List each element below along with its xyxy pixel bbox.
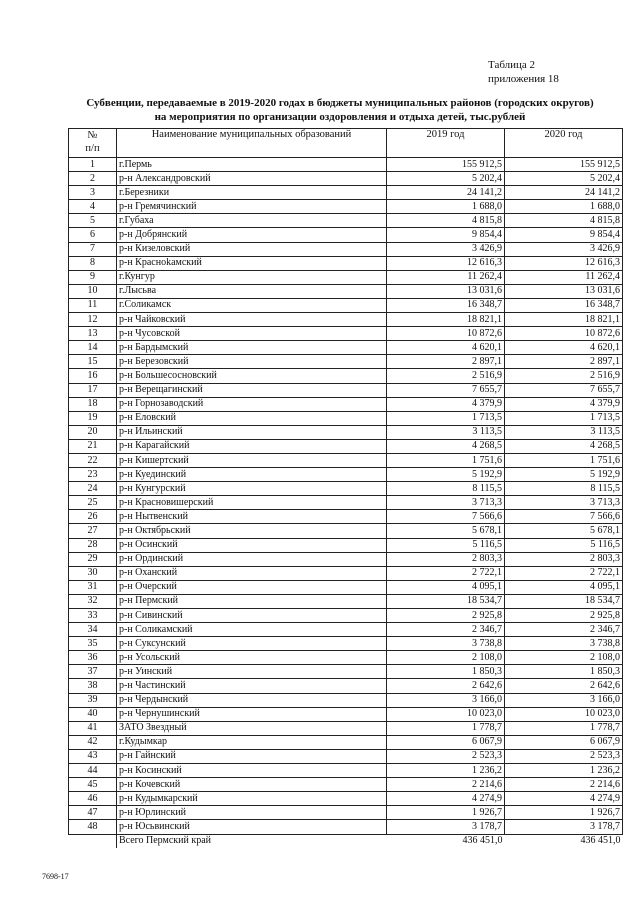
row-value-2020: 1 713,5 <box>505 411 623 425</box>
title-line-1: Субвенции, передаваемые в 2019-2020 годах в бюджеты муниципальных районов (городских округов) <box>86 97 594 109</box>
table-row <box>69 411 623 425</box>
row-value-2020: 5 116,5 <box>505 538 623 552</box>
table-row <box>69 439 623 453</box>
row-value-2019: 3 738,8 <box>387 637 505 651</box>
row-number: 11 <box>69 298 117 312</box>
table-row <box>69 468 623 482</box>
document-title <box>70 96 610 124</box>
total-row <box>69 834 623 848</box>
row-value-2019: 5 202,4 <box>387 172 505 186</box>
row-value-2020: 3 713,3 <box>505 496 623 510</box>
table-row <box>69 524 623 538</box>
row-municipality: р-н Косинский <box>117 764 387 778</box>
row-municipality: ЗАТО Звездный <box>117 721 387 735</box>
row-value-2019: 1 688,0 <box>387 200 505 214</box>
row-value-2020: 18 821,1 <box>505 313 623 327</box>
row-value-2019: 13 031,6 <box>387 284 505 298</box>
row-value-2020: 3 166,0 <box>505 693 623 707</box>
row-municipality: р-н Кудымкарский <box>117 792 387 806</box>
row-municipality: р-н Осинский <box>117 538 387 552</box>
header-name: Наименование муниципальных образований <box>117 129 387 158</box>
row-value-2020: 1 688,0 <box>505 200 623 214</box>
header-2020: 2020 год <box>505 129 623 158</box>
table-row <box>69 510 623 524</box>
table-row <box>69 778 623 792</box>
row-municipality: р-н Пермский <box>117 594 387 608</box>
row-number: 37 <box>69 665 117 679</box>
page-header <box>488 58 559 86</box>
table-row <box>69 707 623 721</box>
table-row <box>69 256 623 270</box>
row-municipality: р-н Усольский <box>117 651 387 665</box>
row-municipality: г.Кунгур <box>117 270 387 284</box>
row-number: 17 <box>69 383 117 397</box>
row-value-2020: 5 192,9 <box>505 468 623 482</box>
row-number: 31 <box>69 580 117 594</box>
row-value-2020: 3 178,7 <box>505 820 623 834</box>
row-municipality: р-н Верещагинский <box>117 383 387 397</box>
row-value-2019: 2 346,7 <box>387 623 505 637</box>
row-municipality: р-н Чернушинский <box>117 707 387 721</box>
row-municipality: р-н Сивинский <box>117 609 387 623</box>
row-municipality: р-н Горнозаводский <box>117 397 387 411</box>
table-row <box>69 792 623 806</box>
row-value-2020: 16 348,7 <box>505 298 623 312</box>
row-value-2019: 3 166,0 <box>387 693 505 707</box>
row-value-2019: 2 516,9 <box>387 369 505 383</box>
row-number: 19 <box>69 411 117 425</box>
row-value-2020: 13 031,6 <box>505 284 623 298</box>
row-number: 2 <box>69 172 117 186</box>
row-value-2019: 6 067,9 <box>387 735 505 749</box>
table-row <box>69 172 623 186</box>
row-value-2019: 24 141,2 <box>387 186 505 200</box>
row-number: 13 <box>69 327 117 341</box>
row-number: 45 <box>69 778 117 792</box>
row-municipality: р-н Кочевский <box>117 778 387 792</box>
row-value-2019: 4 268,5 <box>387 439 505 453</box>
row-municipality: р-н Красноkамский <box>117 256 387 270</box>
row-value-2019: 2 803,3 <box>387 552 505 566</box>
row-number: 42 <box>69 735 117 749</box>
row-number: 15 <box>69 355 117 369</box>
total-label: Всего Пермский край <box>117 834 387 848</box>
row-number: 36 <box>69 651 117 665</box>
row-number: 7 <box>69 242 117 256</box>
table-row <box>69 383 623 397</box>
row-municipality: р-н Ординский <box>117 552 387 566</box>
row-number: 32 <box>69 594 117 608</box>
row-municipality: р-н Чусовской <box>117 327 387 341</box>
row-municipality: р-н Добрянский <box>117 228 387 242</box>
row-number: 8 <box>69 256 117 270</box>
row-value-2019: 3 713,3 <box>387 496 505 510</box>
row-value-2019: 2 897,1 <box>387 355 505 369</box>
row-value-2020: 2 925,8 <box>505 609 623 623</box>
row-number: 46 <box>69 792 117 806</box>
row-value-2020: 6 067,9 <box>505 735 623 749</box>
row-municipality: р-н Гайнский <box>117 749 387 763</box>
row-number: 34 <box>69 623 117 637</box>
table-row <box>69 820 623 834</box>
row-number: 1 <box>69 158 117 172</box>
table-row <box>69 214 623 228</box>
row-number: 10 <box>69 284 117 298</box>
row-municipality: р-н Кишертский <box>117 453 387 467</box>
row-value-2020: 12 616,3 <box>505 256 623 270</box>
row-value-2020: 7 655,7 <box>505 383 623 397</box>
row-value-2020: 10 872,6 <box>505 327 623 341</box>
row-value-2020: 2 108,0 <box>505 651 623 665</box>
row-municipality: р-н Суксунский <box>117 637 387 651</box>
row-municipality: г.Лысьва <box>117 284 387 298</box>
row-number: 44 <box>69 764 117 778</box>
row-municipality: р-н Еловский <box>117 411 387 425</box>
row-value-2019: 2 642,6 <box>387 679 505 693</box>
row-value-2019: 2 925,8 <box>387 609 505 623</box>
row-value-2020: 5 202,4 <box>505 172 623 186</box>
table-row <box>69 369 623 383</box>
table-row <box>69 538 623 552</box>
row-municipality: р-н Красновишерский <box>117 496 387 510</box>
row-number: 21 <box>69 439 117 453</box>
row-municipality: р-н Гремячинский <box>117 200 387 214</box>
table-row <box>69 665 623 679</box>
row-value-2019: 8 115,5 <box>387 482 505 496</box>
row-value-2020: 3 738,8 <box>505 637 623 651</box>
table-row <box>69 200 623 214</box>
row-value-2020: 2 523,3 <box>505 749 623 763</box>
row-value-2020: 4 815,8 <box>505 214 623 228</box>
table-row <box>69 327 623 341</box>
row-number: 40 <box>69 707 117 721</box>
row-value-2020: 1 778,7 <box>505 721 623 735</box>
row-value-2020: 3 113,5 <box>505 425 623 439</box>
row-municipality: р-н Очерский <box>117 580 387 594</box>
row-value-2020: 7 566,6 <box>505 510 623 524</box>
table-row <box>69 594 623 608</box>
row-value-2019: 4 620,1 <box>387 341 505 355</box>
row-municipality: г.Кудымкар <box>117 735 387 749</box>
row-value-2019: 9 854,4 <box>387 228 505 242</box>
table-body <box>69 158 623 848</box>
row-municipality: р-н Березовский <box>117 355 387 369</box>
appendix-caption: приложения 18 <box>488 73 559 85</box>
row-value-2019: 3 113,5 <box>387 425 505 439</box>
table-row <box>69 806 623 820</box>
table-row <box>69 764 623 778</box>
row-municipality: г.Березники <box>117 186 387 200</box>
row-value-2019: 16 348,7 <box>387 298 505 312</box>
row-municipality: г.Соликамск <box>117 298 387 312</box>
table-caption: Таблица 2 <box>488 59 536 71</box>
row-number: 12 <box>69 313 117 327</box>
row-number: 26 <box>69 510 117 524</box>
row-municipality: р-н Большесосновский <box>117 369 387 383</box>
total-blank-cell <box>69 834 117 848</box>
table-row <box>69 482 623 496</box>
row-value-2020: 1 926,7 <box>505 806 623 820</box>
row-municipality: р-н Оханский <box>117 566 387 580</box>
row-municipality: р-н Карагайский <box>117 439 387 453</box>
row-municipality: р-н Уинский <box>117 665 387 679</box>
row-value-2019: 2 722,1 <box>387 566 505 580</box>
row-value-2019: 1 236,2 <box>387 764 505 778</box>
row-value-2020: 24 141,2 <box>505 186 623 200</box>
row-number: 35 <box>69 637 117 651</box>
row-municipality: р-н Соликамский <box>117 623 387 637</box>
row-municipality: р-н Чердынский <box>117 693 387 707</box>
row-value-2019: 12 616,3 <box>387 256 505 270</box>
row-value-2019: 10 872,6 <box>387 327 505 341</box>
table-row <box>69 298 623 312</box>
row-number: 4 <box>69 200 117 214</box>
table-row <box>69 749 623 763</box>
row-value-2019: 2 214,6 <box>387 778 505 792</box>
row-value-2020: 1 850,3 <box>505 665 623 679</box>
row-value-2020: 2 642,6 <box>505 679 623 693</box>
row-value-2020: 2 722,1 <box>505 566 623 580</box>
row-value-2019: 1 926,7 <box>387 806 505 820</box>
row-number: 16 <box>69 369 117 383</box>
row-value-2019: 11 262,4 <box>387 270 505 284</box>
table-row <box>69 313 623 327</box>
row-number: 47 <box>69 806 117 820</box>
table-row <box>69 651 623 665</box>
row-number: 5 <box>69 214 117 228</box>
row-value-2020: 11 262,4 <box>505 270 623 284</box>
subsidies-table <box>68 128 623 848</box>
row-value-2020: 1 236,2 <box>505 764 623 778</box>
row-municipality: р-н Юсьвинский <box>117 820 387 834</box>
row-value-2020: 2 346,7 <box>505 623 623 637</box>
row-municipality: г.Губаха <box>117 214 387 228</box>
table-row <box>69 242 623 256</box>
row-value-2019: 3 178,7 <box>387 820 505 834</box>
total-2019: 436 451,0 <box>462 835 503 847</box>
total-2020: 436 451,0 <box>580 835 621 847</box>
table-row <box>69 228 623 242</box>
table-row <box>69 496 623 510</box>
row-value-2019: 1 713,5 <box>387 411 505 425</box>
row-municipality: р-н Куединский <box>117 468 387 482</box>
table-row <box>69 341 623 355</box>
row-number: 22 <box>69 453 117 467</box>
table-row <box>69 580 623 594</box>
table-row <box>69 721 623 735</box>
row-value-2020: 2 516,9 <box>505 369 623 383</box>
table-row <box>69 186 623 200</box>
row-value-2019: 7 655,7 <box>387 383 505 397</box>
row-municipality: р-н Александровский <box>117 172 387 186</box>
table-row <box>69 284 623 298</box>
table-row <box>69 552 623 566</box>
title-line-2: на мероприятия по организации оздоровления и отдыха детей, тыс.рублей <box>154 111 526 123</box>
row-number: 6 <box>69 228 117 242</box>
row-value-2020: 1 751,6 <box>505 453 623 467</box>
row-value-2019: 10 023,0 <box>387 707 505 721</box>
row-value-2019: 18 821,1 <box>387 313 505 327</box>
row-value-2020: 3 426,9 <box>505 242 623 256</box>
row-value-2020: 4 620,1 <box>505 341 623 355</box>
row-municipality: р-н Частинский <box>117 679 387 693</box>
row-value-2019: 3 426,9 <box>387 242 505 256</box>
table-row <box>69 735 623 749</box>
row-value-2019: 5 678,1 <box>387 524 505 538</box>
row-value-2019: 18 534,7 <box>387 594 505 608</box>
table-row <box>69 679 623 693</box>
row-number: 20 <box>69 425 117 439</box>
row-value-2020: 8 115,5 <box>505 482 623 496</box>
row-number: 43 <box>69 749 117 763</box>
row-value-2019: 1 778,7 <box>387 721 505 735</box>
header-num: № п/п <box>69 129 117 158</box>
row-number: 25 <box>69 496 117 510</box>
header-2019: 2019 год <box>387 129 505 158</box>
table-row <box>69 158 623 172</box>
row-value-2019: 5 192,9 <box>387 468 505 482</box>
row-value-2020: 4 268,5 <box>505 439 623 453</box>
table-row <box>69 355 623 369</box>
row-value-2019: 1 751,6 <box>387 453 505 467</box>
row-number: 27 <box>69 524 117 538</box>
row-value-2020: 2 803,3 <box>505 552 623 566</box>
row-value-2020: 5 678,1 <box>505 524 623 538</box>
row-municipality: р-н Чайковский <box>117 313 387 327</box>
row-value-2020: 155 912,5 <box>505 158 623 172</box>
row-municipality: р-н Нытвенский <box>117 510 387 524</box>
row-number: 14 <box>69 341 117 355</box>
row-municipality: г.Пермь <box>117 158 387 172</box>
row-value-2019: 4 274,9 <box>387 792 505 806</box>
row-value-2019: 4 815,8 <box>387 214 505 228</box>
row-value-2019: 155 912,5 <box>387 158 505 172</box>
row-municipality: р-н Кунгурский <box>117 482 387 496</box>
row-number: 29 <box>69 552 117 566</box>
table-row <box>69 270 623 284</box>
row-number: 39 <box>69 693 117 707</box>
row-value-2020: 9 854,4 <box>505 228 623 242</box>
row-municipality: р-н Октябрьский <box>117 524 387 538</box>
row-number: 23 <box>69 468 117 482</box>
row-municipality: р-н Кизеловский <box>117 242 387 256</box>
row-value-2019: 4 379,9 <box>387 397 505 411</box>
row-value-2020: 4 274,9 <box>505 792 623 806</box>
row-value-2019: 4 095,1 <box>387 580 505 594</box>
table-row <box>69 566 623 580</box>
table-row <box>69 623 623 637</box>
row-number: 41 <box>69 721 117 735</box>
row-value-2020: 2 897,1 <box>505 355 623 369</box>
table-row <box>69 693 623 707</box>
row-number: 48 <box>69 820 117 834</box>
table-row <box>69 609 623 623</box>
row-value-2020: 2 214,6 <box>505 778 623 792</box>
row-value-2020: 18 534,7 <box>505 594 623 608</box>
row-value-2019: 7 566,6 <box>387 510 505 524</box>
row-value-2019: 2 108,0 <box>387 651 505 665</box>
table-header-row <box>69 129 623 158</box>
row-value-2019: 5 116,5 <box>387 538 505 552</box>
table-row <box>69 425 623 439</box>
row-value-2020: 4 379,9 <box>505 397 623 411</box>
row-municipality: р-н Юрлинский <box>117 806 387 820</box>
row-municipality: р-н Бардымский <box>117 341 387 355</box>
row-number: 24 <box>69 482 117 496</box>
row-number: 3 <box>69 186 117 200</box>
table-row <box>69 453 623 467</box>
row-number: 30 <box>69 566 117 580</box>
table-row <box>69 397 623 411</box>
row-number: 33 <box>69 609 117 623</box>
footer-code: 7698-17 <box>42 872 69 881</box>
row-value-2020: 4 095,1 <box>505 580 623 594</box>
row-value-2020: 10 023,0 <box>505 707 623 721</box>
row-number: 28 <box>69 538 117 552</box>
row-number: 18 <box>69 397 117 411</box>
row-municipality: р-н Ильинский <box>117 425 387 439</box>
row-number: 38 <box>69 679 117 693</box>
row-value-2019: 1 850,3 <box>387 665 505 679</box>
row-number: 9 <box>69 270 117 284</box>
table-row <box>69 637 623 651</box>
row-value-2019: 2 523,3 <box>387 749 505 763</box>
